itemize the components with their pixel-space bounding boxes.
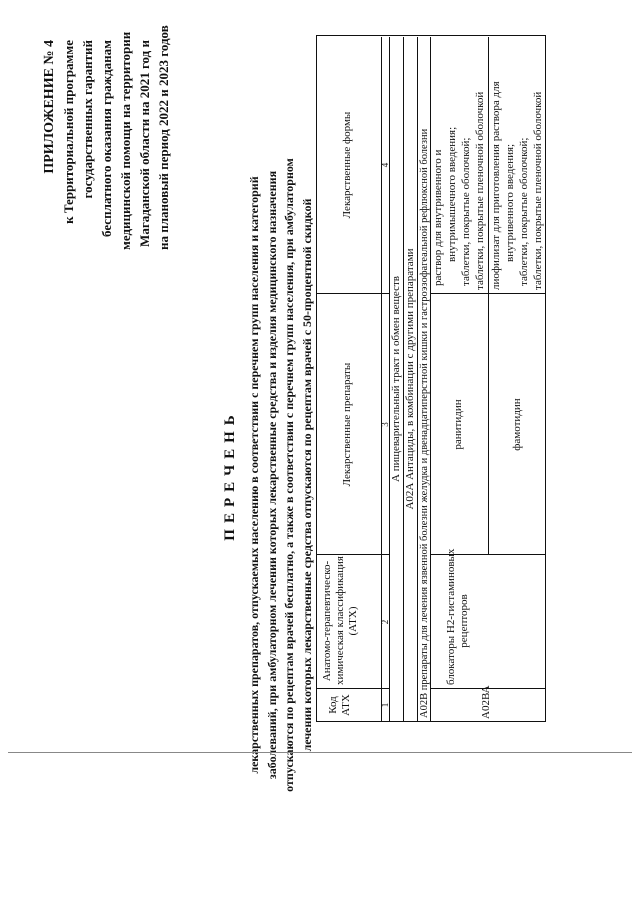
section-a02b-row: А02В препараты для лечения язвенной болезни желудка и двенадцатиперстной кишки и гастроэзофагеальной рефлюксной болезни [419, 128, 430, 718]
subtitle-line: отпускаются по рецептам врачей бесплатно, а также в соответствии с перечнем групп населения, при амбулаторном [282, 158, 296, 792]
col-number: 1 [380, 702, 390, 708]
appendix-line: к Территориальной программе [61, 40, 76, 224]
table-rule [317, 293, 389, 294]
section-a02a-row: А02А Антациды, в комбинации с другими препаратами [404, 248, 416, 510]
appendix-line: Магаданской области на 2021 год и [137, 40, 152, 247]
appendix-heading: ПРИЛОЖЕНИЕ № 4 [42, 40, 57, 174]
header-code: Код АТХ [327, 694, 352, 716]
table-rule [317, 554, 389, 555]
document-subtitle [246, 85, 316, 865]
col-number: 2 [380, 619, 390, 625]
atc-group-cell: блокаторы Н2-гистаминовых рецепторов [445, 548, 470, 685]
appendix-line: на плановый период 2022 и 2023 годов [156, 25, 171, 250]
section-a-row: А пищеварительный тракт и обмен веществ [390, 276, 402, 482]
drug-name-cell: ранитидин [452, 399, 464, 450]
table-rule [317, 688, 389, 689]
document-title: ПЕРЕЧЕНЬ [222, 409, 238, 541]
header-forms: Лекарственные формы [341, 111, 353, 219]
header-atc: Анатомо-терапевтическо- химическая классификация (АТХ) [321, 556, 359, 685]
table-rule [430, 293, 545, 294]
subtitle-line: лечении которых лекарственные средства отпускаются по рецептам врачей с 50-процентной скидкой [299, 198, 314, 752]
header-drugs: Лекарственные препараты [341, 362, 353, 487]
appendix-line: государственных гарантий [80, 40, 95, 199]
dosage-forms-cell: раствор для внутривенного и внутримышечного введения; таблетки, покрытые оболочкой; таблетки, покрытые пленочной оболочкой [432, 91, 486, 290]
appendix-line: медицинской помощи на территории [118, 31, 133, 250]
atc-code-cell: А02ВА [480, 685, 492, 719]
col-number: 3 [380, 422, 390, 427]
drug-name-cell: фамотидин [511, 398, 523, 451]
subtitle-line: заболеваний, при амбулаторном лечении которых лекарственные средства и изделия медицинского назначения [264, 170, 279, 780]
col-number: 4 [380, 162, 390, 168]
appendix-header [40, 25, 173, 250]
dosage-forms-cell: лиофилизат для приготовления раствора для внутривенного введения; таблетки, покрытые оболочкой; таблетки, покрытые пленочной оболочкой [490, 81, 544, 290]
subtitle-line: лекарственных препаратов, отпускаемых населению в соответствии с перечнем групп населения и категорий [247, 176, 261, 774]
page-separator-line [8, 752, 632, 753]
appendix-line: бесплатного оказания гражданам [99, 40, 114, 237]
drug-list-table [316, 35, 546, 722]
